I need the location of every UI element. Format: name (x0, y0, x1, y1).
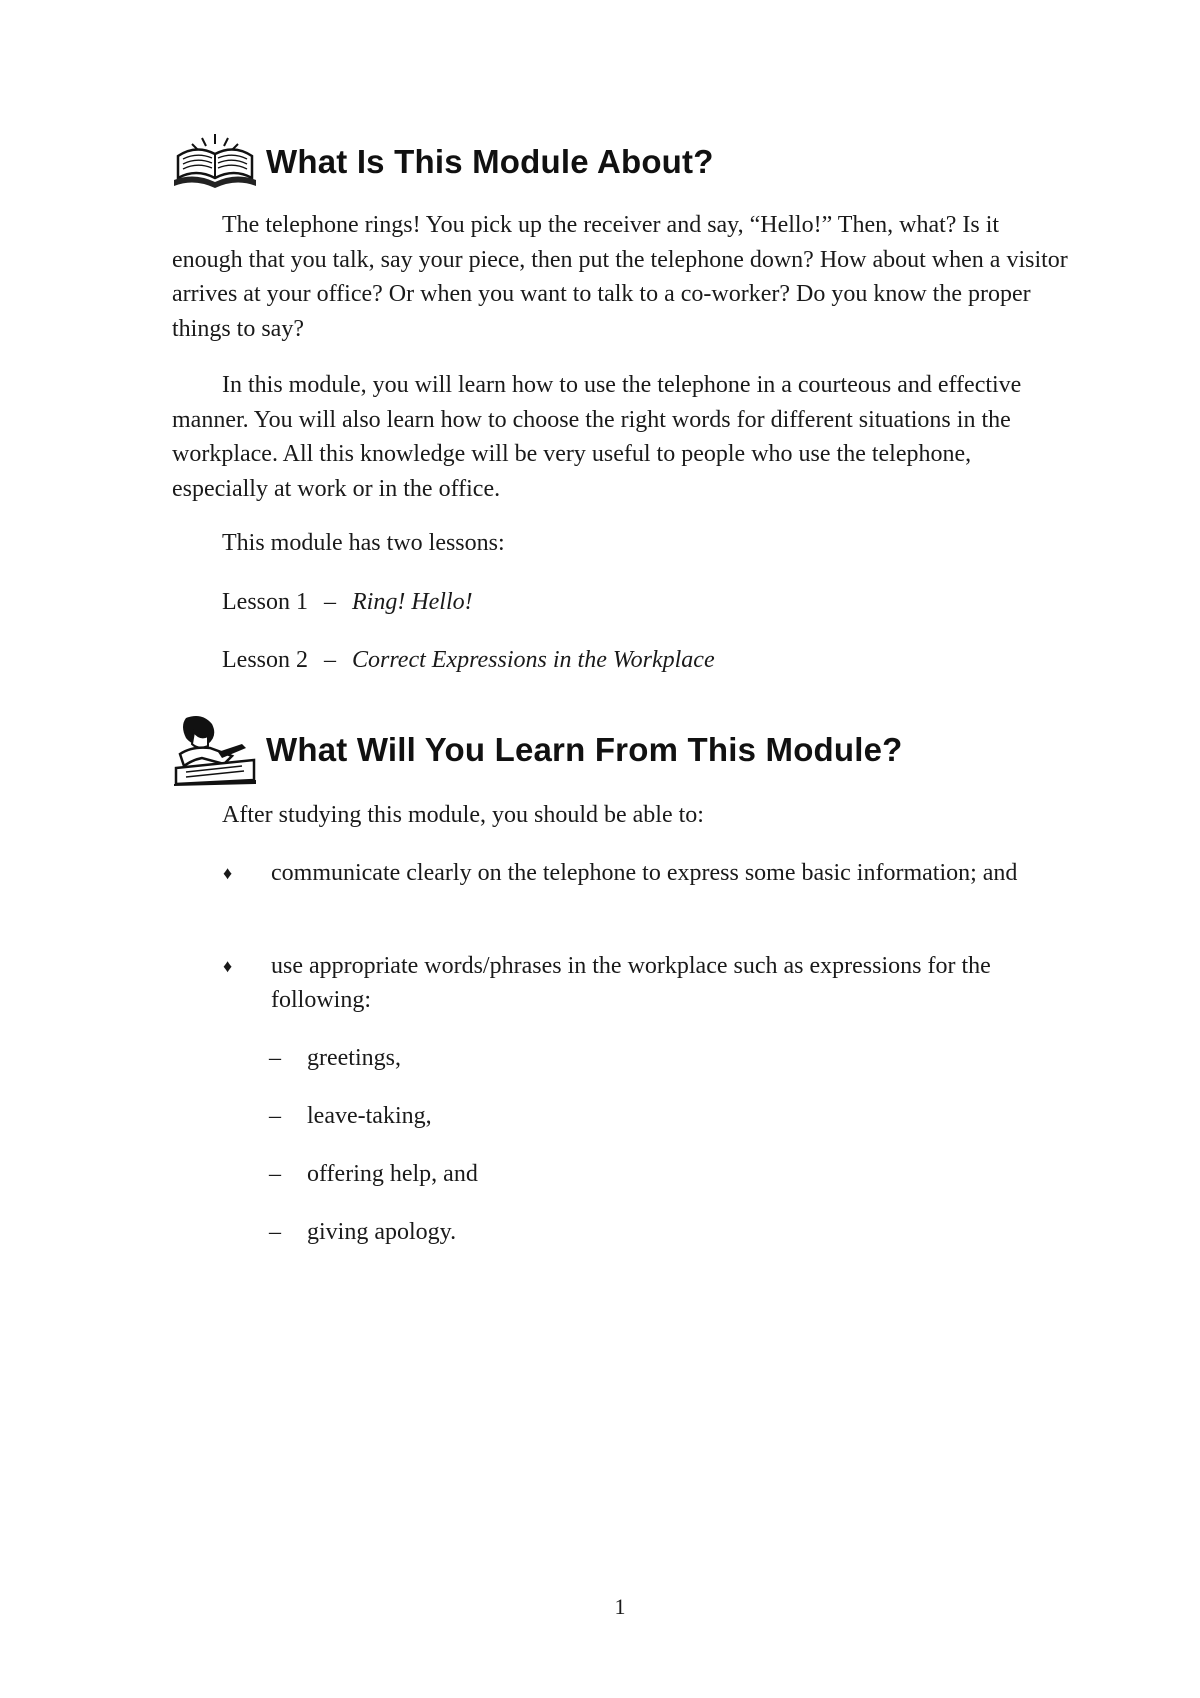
section-heading-about (172, 122, 714, 202)
intro-paragraph-1: The telephone rings! You pick up the receiver and say, “Hello!” Then, what? Is it enough that you talk, say your piece, then put the telephone down? How about when a visitor arrives at your office? Or when you want to talk to a co-worker? Do you know the proper things to say? (172, 212, 1068, 342)
lesson-label: Lesson 2 (222, 647, 308, 673)
section-heading-learn (172, 710, 903, 790)
page-number: 1 (614, 1594, 626, 1619)
sub-list-text: greetings, (307, 1045, 401, 1071)
section-title-about: What Is This Module About? (266, 143, 714, 180)
objectives-intro: After studying this module, you should be able to: (222, 802, 704, 828)
dash-marker: – (269, 1219, 281, 1245)
lesson-title: Ring! Hello! (352, 589, 473, 615)
sub-list-text: offering help, and (307, 1161, 478, 1187)
objective-item (223, 856, 1083, 890)
sub-list-text: giving apology. (307, 1219, 457, 1245)
objective-text: use appropriate words/phrases in the workplace such as expressions for the following: (271, 953, 991, 1013)
lesson-label: Lesson 1 (222, 589, 308, 615)
intro-paragraph-2: In this module, you will learn how to use the telephone in a courteous and effective manner. You will also learn how to choose the right words for different situations in the workplace. All this knowledge will be very useful to people who use the telephone, especially at work or in the office. (172, 372, 1022, 502)
dash-marker: – (269, 1103, 281, 1129)
sub-list-item (269, 1157, 478, 1191)
bullet-diamond-icon: ♦ (223, 956, 233, 976)
student-writing-icon (172, 714, 258, 786)
dash-marker: – (269, 1045, 281, 1071)
lessons-intro: This module has two lessons: (222, 530, 505, 556)
dash-marker: – (269, 1161, 281, 1187)
lesson-item (222, 585, 473, 619)
sub-list-item (269, 1041, 401, 1075)
sub-list-item (269, 1099, 432, 1133)
lesson-title: Correct Expressions in the Workplace (352, 647, 715, 673)
objective-item (223, 949, 1083, 1017)
sub-list-text: leave-taking, (307, 1103, 432, 1129)
open-book-icon (172, 126, 258, 198)
lesson-separator: – (324, 589, 336, 615)
lesson-separator: – (324, 647, 336, 673)
objective-text: communicate clearly on the telephone to express some basic information; and (271, 860, 1018, 886)
lesson-item (222, 643, 715, 677)
sub-list-item (269, 1215, 456, 1249)
bullet-diamond-icon: ♦ (223, 863, 233, 883)
section-title-learn: What Will You Learn From This Module? (266, 731, 903, 768)
